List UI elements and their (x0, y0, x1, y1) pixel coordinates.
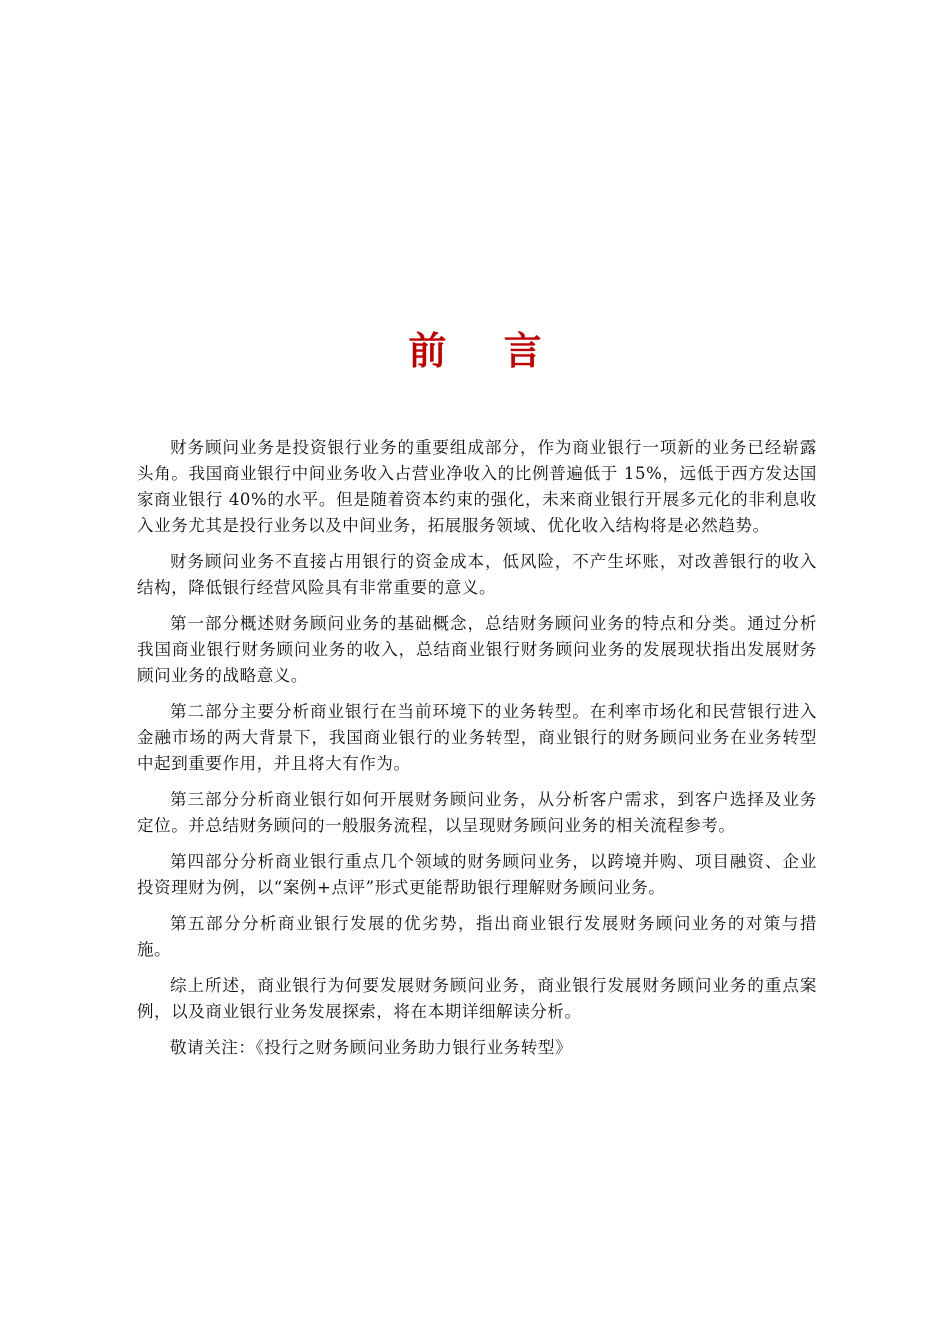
paragraph-part-five: 第五部分分析商业银行发展的优劣势，指出商业银行发展财务顾问业务的对策与措施。 (137, 914, 817, 959)
page-title: 前 言 (408, 329, 564, 374)
paragraph-part-three: 第三部分分析商业银行如何开展财务顾问业务，从分析客户需求，到客户选择及业务定位。并总结财务顾问的一般服务流程，以呈现财务顾问业务的相关流程参考。 (137, 790, 817, 835)
paragraph-closing: 敬请关注：《投行之财务顾问业务助力银行业务转型》 (170, 1038, 573, 1057)
paragraph-part-two: 第二部分主要分析商业银行在当前环境下的业务转型。在利率市场化和民营银行进入金融市场的两大背景下，我国商业银行的业务转型，商业银行的财务顾问业务在业务转型中起到重要作用，并且将大有作为。 (137, 702, 817, 773)
paragraph-summary: 综上所述，商业银行为何要发展财务顾问业务，商业银行发展财务顾问业务的重点案例，以及商业银行业务发展探索，将在本期详细解读分析。 (137, 976, 817, 1021)
paragraph-intro: 财务顾问业务是投资银行业务的重要组成部分，作为商业银行一项新的业务已经崭露头角。我国商业银行中间业务收入占营业净收入的比例普遍低于 15%，远低于西方发达国家商业银行 40%的水平。但是随着资本约束的强化，未来商业银行开展多元化的非利息收入业务尤其是投行业务以及中间业务，拓展服务领域、优化收入结构将是必然趋势。 (137, 438, 817, 535)
paragraph-significance: 财务顾问业务不直接占用银行的资金成本，低风险，不产生坏账，对改善银行的收入结构，降低银行经营风险具有非常重要的意义。 (137, 552, 817, 597)
preface-body (137, 435, 817, 1071)
paragraph-part-one: 第一部分概述财务顾问业务的基础概念，总结财务顾问业务的特点和分类。通过分析我国商业银行财务顾问业务的收入，总结商业银行财务顾问业务的发展现状指出发展财务顾问业务的战略意义。 (137, 614, 817, 685)
paragraph-part-four: 第四部分分析商业银行重点几个领域的财务顾问业务，以跨境并购、项目融资、企业投资理财为例，以“案例+点评”形式更能帮助银行理解财务顾问业务。 (137, 852, 817, 897)
